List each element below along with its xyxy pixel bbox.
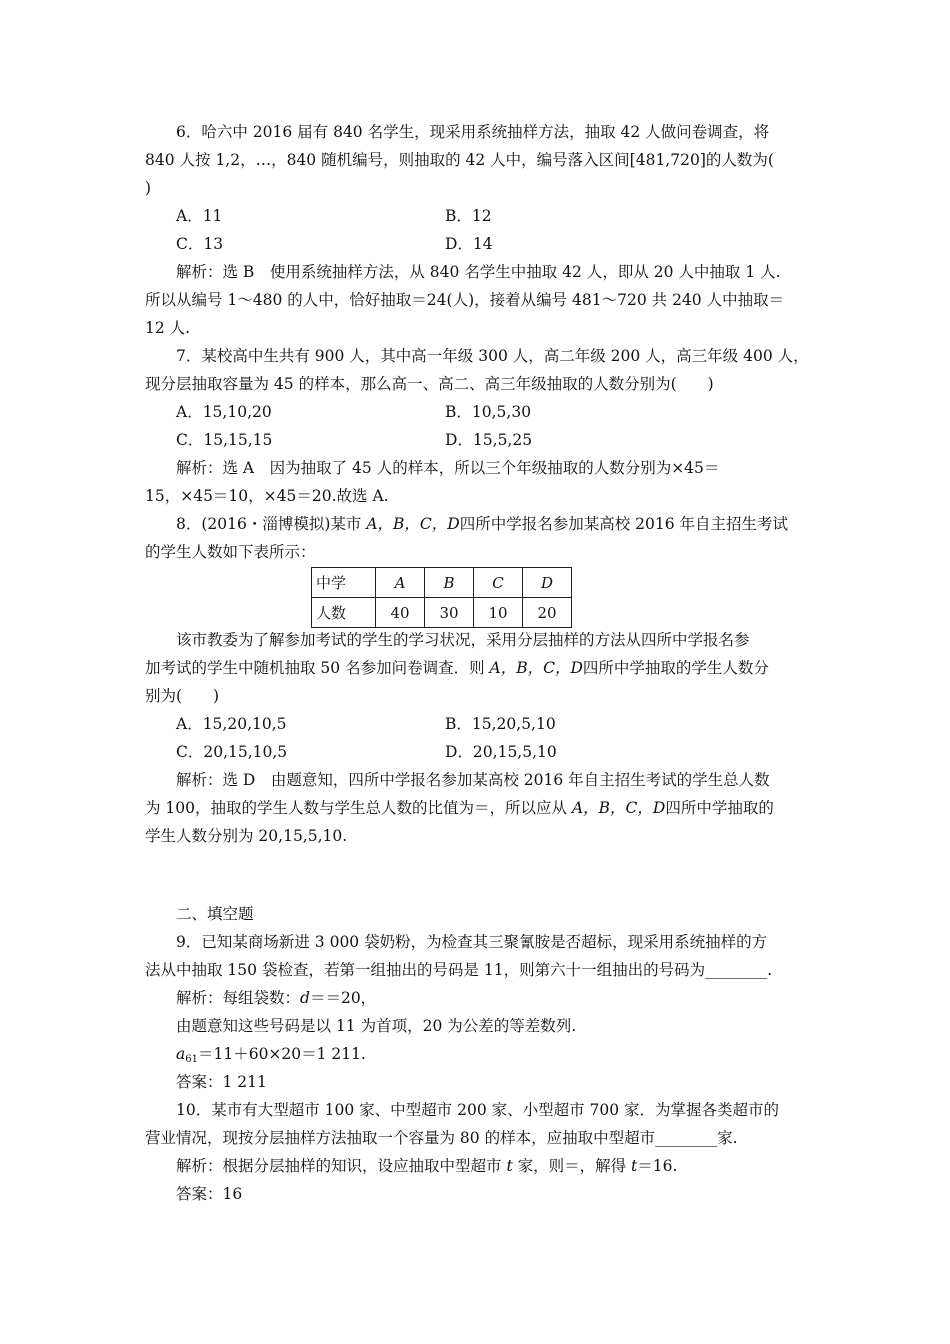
q6-option-d: D．14 [445,235,493,253]
q6-solution-line-3: 12 人. [145,319,191,337]
q8-solution-line-2-post: 四所中学抽取的 [665,799,774,817]
q9-solution-line-3 [176,1040,366,1068]
q10-solution-line-1-mid: 家，则＝，解得 [512,1157,632,1175]
q8-solution-line-1: 解析：选 D 由题意知，四所中学报名参加某高校 2016 年自主招生考试的学生总人数 [176,771,770,789]
q9-solution-line-1-post: ＝＝20， [309,989,377,1007]
q10-solution-var-t: t [506,1157,513,1175]
q8-solution-line-2-vars: A，B，C，D [571,799,666,817]
q6-solution-line-1: 解析：选 B 使用系统抽样方法，从 840 名学生中抽取 42 人，即从 20 人中抽取 1 人. [176,263,781,281]
table-cell: 人数 [312,598,376,628]
q8-paragraph-line-2 [145,654,769,682]
q7-solution-line-1: 解析：选 A 因为抽取了 45 人的样本，所以三个年级抽取的人数分别为×45＝ [176,459,720,477]
q8-paragraph-line-1: 该市教委为了解参加考试的学生的学习状况，采用分层抽样的方法从四所中学报名参 [176,631,750,649]
table-header-cell: A [376,568,425,598]
q7-option-b: B．10,5,30 [445,403,532,421]
q9-stem-line-1: 9．已知某商场新进 3 000 袋奶粉，为检查其三聚氰胺是否超标，现采用系统抽样的方 [176,933,768,951]
q6-solution-line-2: 所以从编号 1～480 的人中，恰好抽取＝24(人)，接着从编号 481～720 共 240 人中抽取＝ [145,291,785,309]
q6-option-c: C．13 [176,235,224,253]
q9-solution-line-2: 由题意知这些号码是以 11 为首项，20 为公差的等差数列. [176,1017,577,1035]
table-cell: 40 [376,598,425,628]
q8-option-c: C．20,15,10,5 [176,743,288,761]
q9-solution-var-d: d [300,989,310,1007]
q7-stem-line-2: 现分层抽取容量为 45 的样本，那么高一、高二、高三年级抽取的人数分别为( ) [145,375,714,393]
q8-stem-line-2: 的学生人数如下表所示： [145,543,316,561]
q9-answer: 答案：1 211 [176,1073,267,1091]
q10-answer: 答案：16 [176,1185,243,1203]
q10-stem-line-2: 营业情况，现按分层抽样方法抽取一个容量为 80 的样本，应抽取中型超市________家. [145,1129,738,1147]
q9-solution-line-3-post: ＝11＋60×20＝1 211. [197,1045,366,1063]
table-cell: 10 [474,598,523,628]
q7-option-a: A．15,10,20 [176,403,272,421]
q9-solution-var-a: a [176,1045,186,1063]
q9-solution-line-1 [176,984,376,1012]
table-header-cell: D [523,568,572,598]
q8-solution-line-3: 学生人数分别为 20,15,5,10. [145,827,348,845]
q10-solution-line-1-post: ＝16. [637,1157,678,1175]
q6-option-a: A．11 [176,207,223,225]
q8-stem-line-1 [176,510,788,538]
table-row [312,598,572,628]
q8-stem-line-1-vars: A，B，C，D [366,515,460,533]
q7-option-d: D．15,5,25 [445,431,533,449]
q8-option-d: D．20,15,5,10 [445,743,557,761]
section-title: 二、填空题 [176,905,254,923]
q8-solution-line-2 [145,794,774,822]
q8-solution-line-2-pre: 为 100，抽取的学生人数与学生总人数的比值为＝，所以应从 [145,799,572,817]
q10-solution-line-1-pre: 解析：根据分层抽样的知识，设应抽取中型超市 [176,1157,507,1175]
q9-solution-subscript: 61 [185,1054,198,1065]
q10-solution-var-t-2: t [631,1157,638,1175]
table-header-cell: 中学 [312,568,376,598]
q8-paragraph-line-3: 别为( ) [145,687,220,705]
table-header-cell: B [425,568,474,598]
q8-paragraph-line-2-vars: A，B，C，D [489,659,583,677]
q10-stem-line-1: 10．某市有大型超市 100 家、中型超市 200 家、小型超市 700 家．为掌握各类超市的 [176,1101,780,1119]
q7-solution-line-2: 15，×45＝10，×45＝20.故选 A. [145,487,389,505]
q9-stem-line-2: 法从中抽取 150 袋检查，若第一组抽出的号码是 11，则第六十一组抽出的号码为________. [145,961,773,979]
table-header-cell: C [474,568,523,598]
table-cell: 30 [425,598,474,628]
q8-paragraph-line-2-pre: 加考试的学生中随机抽取 50 名参加问卷调查．则 [145,659,490,677]
q7-option-c: C．15,15,15 [176,431,273,449]
q8-paragraph-line-2-post: 四所中学抽取的学生人数分 [582,659,769,677]
q8-option-a: A．15,20,10,5 [176,715,287,733]
q9-solution-line-1-pre: 解析：每组袋数： [176,989,301,1007]
q10-solution-line-1 [176,1152,677,1180]
q6-stem-line-3: ) [145,179,152,197]
q7-stem-line-1: 7．某校高中生共有 900 人，其中高一年级 300 人，高二年级 200 人，高三年级 400 人， [176,347,809,365]
q8-stem-line-1-post: 四所中学报名参加某高校 2016 年自主招生考试 [459,515,789,533]
q8-stem-line-1-pre: 8．(2016・淄博模拟)某市 [176,515,367,533]
q6-option-b: B．12 [445,207,492,225]
q8-data-table [311,567,572,628]
q6-stem-line-2: 840 人按 1,2，…，840 随机编号，则抽取的 42 人中，编号落入区间[481,720]的人数为( [145,151,774,169]
q8-option-b: B．15,20,5,10 [445,715,556,733]
table-row [312,568,572,598]
table-cell: 20 [523,598,572,628]
q6-stem-line-1: 6．哈六中 2016 届有 840 名学生，现采用系统抽样方法，抽取 42 人做问卷调查，将 [176,123,770,141]
